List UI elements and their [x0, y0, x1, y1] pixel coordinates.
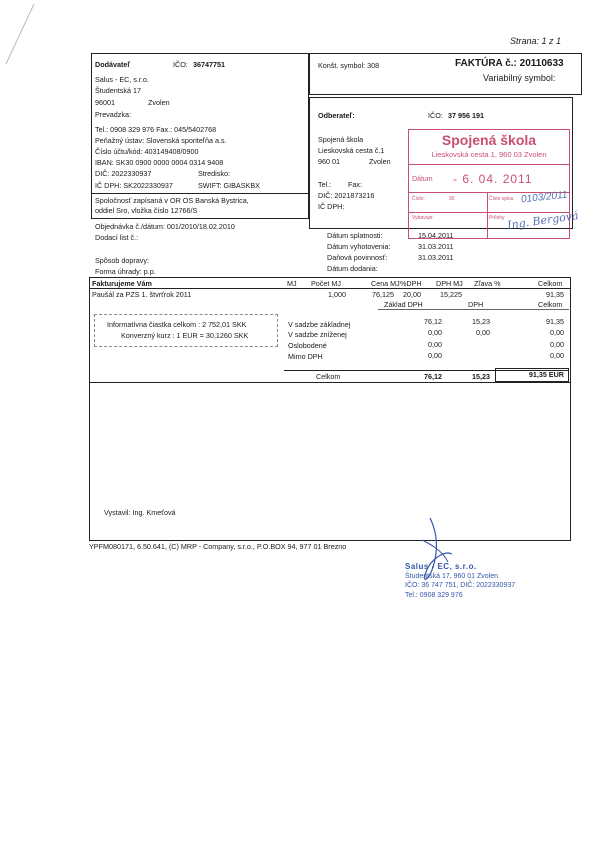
summary-header-line	[378, 309, 569, 310]
supplier-divider	[91, 193, 308, 194]
supplier-register-2: oddiel Sro, vložka číslo 12766/S	[95, 206, 198, 215]
sum-label-2: Oslobodené	[288, 341, 327, 350]
received-stamp	[408, 129, 580, 239]
item-name: Paušál za PZS 1. štvrťrok 2011	[92, 290, 192, 299]
col-dph-mj: DPH MJ	[436, 279, 463, 288]
stamp-address: Lieskovská cesta 1, 960 03 Zvolen	[431, 150, 547, 159]
company-stamp-name: Salus - EC, s.r.o.	[405, 562, 477, 571]
date-splatnost: 15.04.2011	[418, 231, 454, 240]
company-stamp-address: Študentská 17, 960 01 Zvolen	[405, 573, 499, 580]
supplier-stredisko: Stredisko:	[198, 169, 230, 178]
supplier-zip: 96001	[95, 98, 115, 107]
invoice-title-prefix: FAKTÚRA	[455, 58, 503, 69]
customer-street: Lieskovská cesta č.1	[318, 146, 385, 155]
supplier-ico: 36747751	[193, 60, 225, 69]
total-zaklad: 76,12	[424, 372, 442, 381]
customer-city: Zvolen	[369, 157, 391, 166]
supplier-dic: DIČ: 2022330937	[95, 169, 152, 178]
col-zlava: Zľava %	[474, 279, 501, 288]
sum-dph-0: 15,23	[472, 317, 490, 326]
stamp-signature: Ing. Bergová	[506, 209, 580, 232]
col-cena: Cena MJ	[371, 279, 400, 288]
col-fakturujeme: Fakturujeme Vám	[92, 279, 152, 288]
sum-celkom-2: 0,00	[550, 340, 564, 349]
customer-tel: Tel.:	[318, 180, 332, 189]
sum-celkom-3: 0,00	[550, 351, 564, 360]
col-pocet: Počet MJ	[311, 279, 341, 288]
sum-dph-1: 0,00	[476, 328, 490, 337]
supplier-heading: Dodávateľ	[95, 60, 131, 69]
sum-col-dph: DPH	[468, 300, 484, 309]
customer-zip: 960 01	[318, 157, 340, 166]
stamp-spis-label: Číslo spisu	[489, 196, 514, 202]
date-vyhotovenie-label: Dátum vyhotovenia:	[327, 242, 391, 251]
stamp-vybavuje-label: Vybavuje:	[412, 215, 434, 221]
customer-ico: 37 956 191	[448, 111, 484, 120]
total-label: Celkom	[316, 372, 341, 381]
supplier-register-1: Spoločnosť zapísaná v OR OS Banská Bystrica,	[95, 196, 249, 205]
date-vyhotovenie: 31.03.2011	[418, 242, 454, 251]
supplier-ico-label: IČO:	[173, 60, 188, 69]
supplier-account: Číslo účtu/kód: 403149408/0900	[95, 147, 199, 156]
info-line-2: Konverzný kurz : 1 EUR = 30,1260 SKK	[121, 331, 249, 340]
stamp-datum-label: Dátum	[412, 176, 433, 183]
sum-label-1: V sadzbe zníženej	[288, 330, 347, 339]
stamp-spis-value: 0103/2011	[520, 189, 568, 206]
item-pocet: 1,000	[328, 290, 346, 299]
order-objednavka: Objednávka č./dátum: 001/2010/18.02.2010	[95, 222, 235, 231]
info-line-1: Informatívna čiastka celkom : 2 752,01 SKK	[107, 320, 247, 329]
item-celkom: 91,35	[546, 290, 564, 299]
col-celkom: Celkom	[538, 279, 563, 288]
customer-name: Spojená škola	[318, 135, 364, 144]
company-stamp-tel: Tel.: 0908 329 976	[405, 592, 463, 599]
stamp-cislo-label: Číslo:	[412, 196, 425, 202]
company-stamp-ids: IČO: 36 747 751, DIČ: 2022330937	[405, 582, 516, 589]
total-dph: 15,23	[472, 372, 490, 381]
date-dodanie-label: Dátum dodania:	[327, 264, 378, 273]
supplier-tel: Tel.: 0908 329 976 Fax.: 045/5402768	[95, 125, 217, 134]
variabilny-symbol: Variabilný symbol:	[483, 73, 556, 83]
stamp-prilohy-label: Prílohy	[489, 215, 505, 221]
date-danova: 31.03.2011	[418, 253, 454, 262]
invoice-title	[455, 58, 564, 70]
total-celkom: 91,35 EUR	[528, 370, 564, 379]
sum-celkom-0: 91,35	[546, 317, 564, 326]
invoice-number: č.: 20110633	[505, 58, 564, 69]
stamp-cislo-value: 90	[449, 196, 455, 202]
summary-bottom-line	[89, 382, 570, 383]
order-forma: Forma úhrady: p.p.	[95, 267, 156, 276]
sum-label-3: Mimo DPH	[288, 352, 323, 361]
vystavil: Vystavil: Ing. Kmeťová	[104, 508, 176, 517]
sum-celkom-1: 0,00	[550, 328, 564, 337]
scan-artifact-line	[0, 0, 40, 70]
item-dph-mj: 15,225	[440, 290, 462, 299]
order-dodaci: Dodací list č.:	[95, 233, 139, 242]
customer-dic: DIČ: 2021873216	[318, 191, 375, 200]
supplier-swift: SWIFT: GIBASKBX	[198, 181, 260, 190]
date-danova-label: Daňová povinnosť:	[327, 253, 388, 262]
col-dph-pct: %DPH	[400, 279, 422, 288]
konst-symbol: Konšt. symbol: 308	[318, 61, 380, 70]
supplier-city: Zvolen	[148, 98, 170, 107]
item-cena: 76,125	[372, 290, 394, 299]
supplier-name: Salus - EC, s.r.o.	[95, 75, 149, 84]
item-dph-pct: 20,00	[403, 290, 421, 299]
sum-zaklad-1: 0,00	[428, 328, 442, 337]
supplier-street: Študentská 17	[95, 86, 141, 95]
col-mj: MJ	[287, 279, 297, 288]
stamp-grid-line-1	[409, 164, 569, 165]
items-header-line	[89, 288, 570, 289]
supplier-bank: Peňažný ústav: Slovenská sporiteľňa a.s.	[95, 136, 227, 145]
supplier-prevadzka: Prevadzka:	[95, 110, 131, 119]
sum-col-celkom: Celkom	[538, 300, 563, 309]
sum-col-zaklad: Základ DPH	[384, 300, 423, 309]
page-counter: Strana: 1 z 1	[510, 36, 562, 46]
sum-zaklad-2: 0,00	[428, 340, 442, 349]
sum-zaklad-3: 0,00	[428, 351, 442, 360]
customer-icdph: IČ DPH:	[318, 202, 345, 211]
supplier-iban: IBAN: SK30 0900 0000 0004 0314 9408	[95, 158, 224, 167]
software-footer: YPFM080171, 6.50.641, (C) MRP - Company, s.r.o., P.O.BOX 94, 977 01 Brezno	[89, 542, 347, 551]
date-splatnost-label: Dátum splatnosti:	[327, 231, 383, 240]
stamp-grid-vline	[487, 192, 488, 238]
sum-label-0: V sadzbe základnej	[288, 320, 351, 329]
stamp-name: Spojená škola	[441, 132, 537, 148]
supplier-icdph: IČ DPH: SK2022330937	[95, 181, 173, 190]
customer-ico-label: IČO:	[428, 111, 443, 120]
customer-heading: Odberateľ:	[318, 111, 355, 120]
order-sposob: Spôsob dopravy:	[95, 256, 149, 265]
customer-fax: Fax:	[348, 180, 362, 189]
sum-zaklad-0: 76,12	[424, 317, 442, 326]
stamp-datum: - 6. 04. 2011	[453, 172, 533, 186]
